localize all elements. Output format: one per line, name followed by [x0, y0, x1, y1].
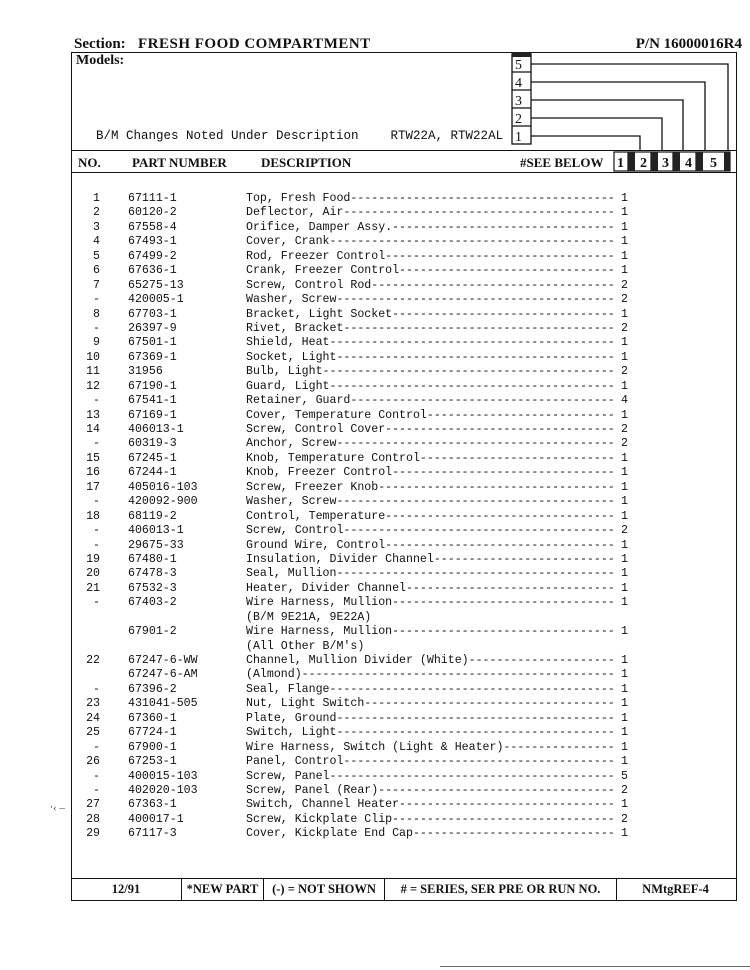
part-item-number: 16	[86, 466, 100, 480]
part-quantity: 1	[621, 668, 628, 682]
part-quantity: 1	[621, 480, 628, 494]
part-quantity: 1	[621, 264, 628, 278]
part-number: 67900-1	[128, 740, 177, 754]
part-item-number: 22	[86, 654, 100, 667]
part-number: 420005-1	[128, 293, 184, 307]
part-item-number: 1	[93, 192, 100, 205]
part-number: 67532-3	[128, 581, 177, 595]
part-row	[0, 640, 750, 654]
part-number: 67369-1	[128, 350, 177, 364]
part-item-number: 12	[86, 379, 100, 393]
footer-date: 12/91	[71, 879, 182, 900]
section-label: Section:	[74, 36, 126, 52]
part-number: 431041-505	[128, 697, 198, 711]
part-item-number: 26	[86, 755, 100, 769]
part-row	[0, 784, 750, 798]
part-row	[0, 322, 750, 336]
part-row	[0, 264, 750, 278]
part-item-number: 28	[86, 812, 100, 826]
part-row	[0, 524, 750, 538]
part-row	[0, 351, 750, 365]
part-item-number: 27	[86, 798, 100, 812]
part-description: Knob, Freezer Control--------------------------------	[246, 466, 615, 480]
part-description: Anchor, Screw----------------------------------------	[246, 437, 615, 451]
part-row	[0, 770, 750, 784]
part-number: 67360-1	[128, 711, 177, 725]
part-quantity: 2	[621, 437, 628, 451]
part-quantity: 1	[621, 654, 628, 667]
series-box-label-2: 2	[515, 112, 522, 127]
series-col-5: 5	[710, 156, 717, 171]
part-number: 60120-2	[128, 206, 177, 220]
part-quantity: 2	[621, 423, 628, 436]
part-number: 405016-103	[128, 480, 198, 494]
part-description: Insulation, Divider Channel--------------------------	[246, 552, 615, 566]
part-row	[0, 409, 750, 423]
footer	[71, 878, 737, 900]
section-title: FRESH FOOD COMPARTMENT	[138, 36, 371, 52]
footer-ref: NMtgREF-4	[642, 882, 709, 896]
part-item-number: 14	[86, 423, 100, 436]
part-quantity: 1	[621, 798, 628, 812]
part-quantity: 5	[621, 769, 628, 783]
part-item-number: 17	[86, 480, 100, 494]
part-row	[0, 755, 750, 769]
part-item-number: -	[93, 783, 100, 797]
part-quantity: 4	[621, 394, 628, 408]
series-col-4: 4	[685, 156, 692, 171]
part-item-number: 2	[93, 206, 100, 220]
part-quantity: 1	[621, 509, 628, 523]
part-description: Wire Harness, Mullion--------------------------------	[246, 596, 615, 610]
part-item-number: 29	[86, 827, 100, 841]
part-number: 67501-1	[128, 336, 177, 350]
part-row	[0, 553, 750, 567]
part-description: Heater, Divider Channel------------------------------	[246, 581, 615, 595]
part-description: Knob, Temperature Control----------------------------	[246, 451, 615, 465]
bottom-rule	[440, 966, 750, 967]
part-description: Screw, Control Cover---------------------------------	[246, 423, 615, 436]
part-description: Switch, Light----------------------------------------	[246, 726, 615, 740]
part-row	[0, 221, 750, 235]
series-box-label-4: 4	[515, 76, 522, 91]
part-description: Rivet, Bracket---------------------------------------	[246, 321, 615, 335]
header-rule-bottom	[71, 172, 737, 173]
part-quantity: 1	[621, 408, 628, 422]
part-number: 67169-1	[128, 408, 177, 422]
part-description: Channel, Mullion Divider (White)---------------------	[246, 654, 615, 667]
part-item-number: 21	[86, 581, 100, 595]
part-row	[0, 712, 750, 726]
part-number: 406013-1	[128, 524, 184, 538]
part-item-number: 10	[86, 350, 100, 364]
part-row	[0, 437, 750, 451]
part-row	[0, 495, 750, 509]
part-number: 65275-13	[128, 278, 184, 292]
part-description: Screw, Control---------------------------------------	[246, 524, 615, 538]
part-item-number: 24	[86, 711, 100, 725]
part-number: 400017-1	[128, 812, 184, 826]
part-item-number: -	[93, 538, 100, 552]
series-box-label-1: 1	[515, 130, 522, 145]
part-item-number: -	[93, 394, 100, 408]
series-box-label-3: 3	[515, 94, 522, 109]
part-row	[0, 596, 750, 610]
margin-mark: ⸱‹ –	[50, 802, 65, 814]
part-item-number: 8	[93, 307, 100, 321]
part-number: 67478-3	[128, 567, 177, 581]
part-description: Screw, Panel-----------------------------------------	[246, 769, 615, 783]
part-item-number: -	[93, 596, 100, 610]
part-quantity: 2	[621, 365, 628, 379]
part-quantity: 2	[621, 783, 628, 797]
part-number: 67703-1	[128, 307, 177, 321]
part-row	[0, 813, 750, 827]
part-description: Control, Temperature---------------------------------	[246, 509, 615, 523]
part-quantity: 1	[621, 220, 628, 234]
part-description: (B/M 9E21A, 9E22A)	[246, 610, 372, 624]
col-header-description: DESCRIPTION	[261, 155, 352, 170]
series-col-3: 3	[662, 156, 669, 171]
part-number: 67403-2	[128, 596, 177, 610]
part-number: 68119-2	[128, 509, 177, 523]
part-row	[0, 423, 750, 437]
part-quantity: 1	[621, 726, 628, 740]
footer-not-shown: (-) = NOT SHOWN	[264, 879, 385, 900]
part-row	[0, 697, 750, 711]
part-quantity: 1	[621, 307, 628, 321]
part-quantity: 1	[621, 567, 628, 581]
part-number: 26397-9	[128, 321, 177, 335]
part-quantity: 1	[621, 235, 628, 249]
part-item-number: 3	[93, 220, 100, 234]
part-quantity: 2	[621, 812, 628, 826]
part-number: 67111-1	[128, 192, 177, 205]
part-number: 67244-1	[128, 466, 177, 480]
part-quantity: 2	[621, 293, 628, 307]
part-description: Nut, Light Switch------------------------------------	[246, 697, 615, 711]
part-description: Guard, Light-----------------------------------------	[246, 379, 615, 393]
part-description: Wire Harness, Mullion--------------------------------	[246, 625, 615, 639]
part-row	[0, 336, 750, 350]
part-description: Deflector, Air---------------------------------------	[246, 206, 615, 220]
part-item-number: 7	[93, 278, 100, 292]
part-item-number: 4	[93, 235, 100, 249]
part-description: Shield, Heat-----------------------------------------	[246, 336, 615, 350]
part-number: 67253-1	[128, 755, 177, 769]
part-number: 67558-4	[128, 220, 177, 234]
part-row	[0, 567, 750, 581]
part-quantity: 1	[621, 466, 628, 480]
part-row	[0, 827, 750, 841]
series-box-label-5: 5	[515, 58, 522, 73]
part-item-number: 19	[86, 552, 100, 566]
part-item-number: -	[93, 740, 100, 754]
part-description: Screw, Kickplate Clip--------------------------------	[246, 812, 615, 826]
part-row	[0, 293, 750, 307]
part-quantity: 1	[621, 451, 628, 465]
part-description: Screw, Freezer Knob----------------------------------	[246, 480, 615, 494]
part-row	[0, 510, 750, 524]
part-row	[0, 582, 750, 596]
part-item-number: 6	[93, 264, 100, 278]
part-item-number: -	[93, 437, 100, 451]
part-quantity: 2	[621, 321, 628, 335]
part-row	[0, 235, 750, 249]
series-col-1: 1	[617, 156, 624, 171]
part-quantity: 1	[621, 697, 628, 711]
part-description: (Almond)---------------------------------------------	[246, 668, 615, 682]
part-quantity: 1	[621, 249, 628, 263]
part-quantity: 1	[621, 192, 628, 205]
part-item-number: 15	[86, 451, 100, 465]
part-item-number: -	[93, 524, 100, 538]
part-number: 67247-6-AM	[128, 668, 198, 682]
part-quantity: 2	[621, 524, 628, 538]
part-row	[0, 452, 750, 466]
part-quantity: 1	[621, 206, 628, 220]
part-number: 67117-3	[128, 827, 177, 841]
series-col-2: 2	[640, 156, 647, 171]
models-label: Models:	[76, 53, 125, 68]
part-number: 67636-1	[128, 264, 177, 278]
part-description: Cover, Kickplate End Cap-----------------------------	[246, 827, 615, 841]
part-number: 60319-3	[128, 437, 177, 451]
part-quantity: 1	[621, 711, 628, 725]
footer-new-part: *NEW PART	[182, 879, 264, 900]
part-number: 29675-33	[128, 538, 184, 552]
part-description: Panel, Control---------------------------------------	[246, 755, 615, 769]
part-quantity: 1	[621, 552, 628, 566]
part-quantity: 1	[621, 740, 628, 754]
part-item-number: -	[93, 321, 100, 335]
part-item-number: -	[93, 769, 100, 783]
part-description: Plate, Ground----------------------------------------	[246, 711, 615, 725]
part-quantity: 1	[621, 379, 628, 393]
part-item-number: 13	[86, 408, 100, 422]
part-quantity: 1	[621, 596, 628, 610]
series-diagram	[0, 0, 750, 175]
part-quantity: 1	[621, 625, 628, 639]
part-row	[0, 539, 750, 553]
part-quantity: 1	[621, 755, 628, 769]
part-quantity: 1	[621, 350, 628, 364]
part-number: 420092-900	[128, 495, 198, 509]
part-number: 67499-2	[128, 249, 177, 263]
part-row	[0, 611, 750, 625]
part-item-number: 23	[86, 697, 100, 711]
part-row	[0, 279, 750, 293]
part-description: Top, Fresh Food--------------------------------------	[246, 192, 615, 205]
part-number: 67396-2	[128, 682, 177, 696]
part-number: 67363-1	[128, 798, 177, 812]
part-number: 402020-103	[128, 783, 198, 797]
part-description: Ground Wire, Control---------------------------------	[246, 538, 615, 552]
part-description: Cover, Temperature Control---------------------------	[246, 408, 615, 422]
part-row	[0, 741, 750, 755]
part-number: 67541-1	[128, 394, 177, 408]
part-item-number: 9	[93, 336, 100, 350]
part-description: Seal, Flange-----------------------------------------	[246, 682, 615, 696]
part-item-number: 18	[86, 509, 100, 523]
part-description: Retainer, Guard--------------------------------------	[246, 394, 615, 408]
part-item-number: 5	[93, 249, 100, 263]
part-row	[0, 654, 750, 668]
part-quantity: 1	[621, 827, 628, 841]
part-row	[0, 380, 750, 394]
parts-list	[0, 192, 750, 842]
part-item-number: 25	[86, 726, 100, 740]
part-description: Bracket, Light Socket--------------------------------	[246, 307, 615, 321]
part-quantity: 1	[621, 581, 628, 595]
part-row	[0, 668, 750, 682]
part-quantity: 1	[621, 495, 628, 509]
part-quantity: 2	[621, 278, 628, 292]
part-description: Bulb, Light------------------------------------------	[246, 365, 615, 379]
part-row	[0, 365, 750, 379]
part-number: 67245-1	[128, 451, 177, 465]
part-quantity: 1	[621, 538, 628, 552]
part-number: 67724-1	[128, 726, 177, 740]
part-number: 67901-2	[128, 625, 177, 639]
part-item-number: -	[93, 682, 100, 696]
models-list: RTW22A, RTW22AL	[390, 129, 504, 143]
part-quantity: 1	[621, 682, 628, 696]
part-description: Washer, Screw----------------------------------------	[246, 293, 615, 307]
part-number: 406013-1	[128, 423, 184, 436]
part-row	[0, 192, 750, 206]
part-row	[0, 481, 750, 495]
part-description: Rod, Freezer Control---------------------------------	[246, 249, 615, 263]
part-row	[0, 726, 750, 740]
part-description: Screw, Control Rod-----------------------------------	[246, 278, 615, 292]
part-number: 67247-6-WW	[128, 654, 198, 667]
col-header-see-below: #SEE BELOW	[520, 155, 604, 170]
col-header-no: NO.	[78, 155, 101, 170]
part-description: Socket, Light----------------------------------------	[246, 350, 615, 364]
part-number: 67480-1	[128, 552, 177, 566]
part-row	[0, 625, 750, 639]
part-description: Wire Harness, Switch (Light & Heater)----------------	[246, 740, 615, 754]
part-description: Cover, Crank-----------------------------------------	[246, 235, 615, 249]
part-row	[0, 466, 750, 480]
part-description: Seal, Mullion----------------------------------------	[246, 567, 615, 581]
part-row	[0, 308, 750, 322]
part-row	[0, 250, 750, 264]
part-description: Washer, Screw----------------------------------------	[246, 495, 615, 509]
bm-note-text: B/M Changes Noted Under Description	[96, 129, 359, 143]
part-number: 67493-1	[128, 235, 177, 249]
part-number: 31956	[128, 365, 163, 379]
part-number: 67190-1	[128, 379, 177, 393]
part-item-number: -	[93, 293, 100, 307]
part-description: Screw, Panel (Rear)----------------------------------	[246, 783, 615, 797]
part-number: 400015-103	[128, 769, 198, 783]
part-quantity: 1	[621, 336, 628, 350]
document-part-number: P/N 16000016R4	[635, 36, 742, 52]
part-item-number: 11	[86, 365, 100, 379]
part-item-number: 20	[86, 567, 100, 581]
part-description: (All Other B/M's)	[246, 639, 365, 653]
part-row	[0, 683, 750, 697]
part-item-number: -	[93, 495, 100, 509]
part-row	[0, 394, 750, 408]
footer-series-key: # = SERIES, SER PRE OR RUN NO.	[385, 879, 617, 900]
part-description: Crank, Freezer Control-------------------------------	[246, 264, 615, 278]
header-rule-top	[71, 150, 737, 151]
part-description: Orifice, Damper Assy.--------------------------------	[246, 220, 615, 234]
part-row	[0, 798, 750, 812]
part-description: Switch, Channel Heater-------------------------------	[246, 798, 615, 812]
part-row	[0, 206, 750, 220]
col-header-part-number: PART NUMBER	[132, 155, 227, 170]
